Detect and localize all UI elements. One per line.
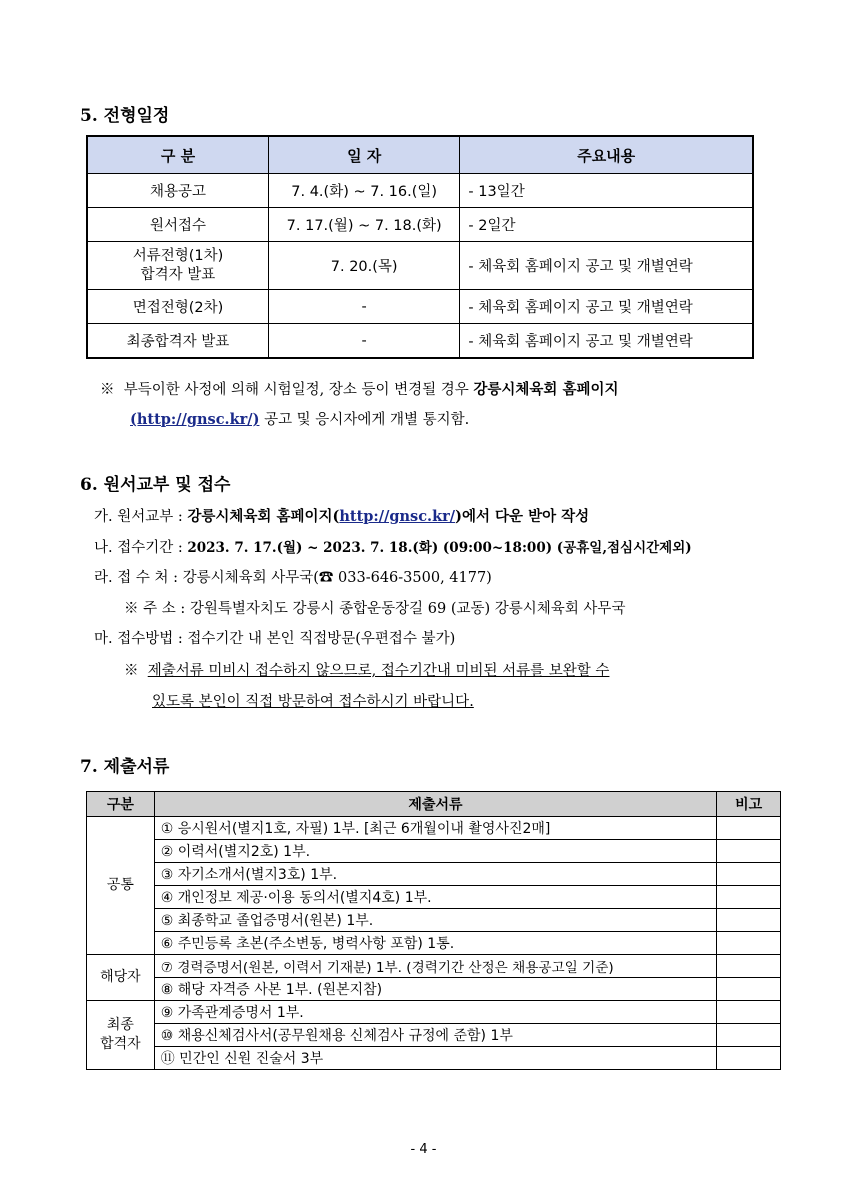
schedule-date: - bbox=[268, 290, 459, 324]
document-item: ② 이력서(별지2호) 1부. bbox=[154, 840, 716, 863]
schedule-date: 7. 4.(화) ~ 7. 16.(일) bbox=[268, 174, 459, 208]
section5-title: 5. 전형일정 bbox=[80, 106, 170, 126]
note-text: 부득이한 사정에 의해 시험일정, 장소 등이 변경될 경우 bbox=[123, 382, 469, 398]
section7-title: 7. 제출서류 bbox=[80, 757, 170, 777]
table-row bbox=[87, 290, 753, 324]
schedule-stage: 원서접수 bbox=[87, 208, 268, 242]
schedule-content: - 체육회 홈페이지 공고 및 개별연락 bbox=[460, 242, 753, 290]
table-row bbox=[87, 208, 753, 242]
document-note bbox=[717, 932, 781, 955]
schedule-table bbox=[86, 135, 754, 359]
note-bold: 강릉시체육회 홈페이지 bbox=[473, 381, 619, 398]
schedule-content: - 체육회 홈페이지 공고 및 개별연락 bbox=[460, 324, 753, 359]
address-label: ※ 주 소 : bbox=[124, 601, 186, 617]
na-label: 나. 접수기간 : bbox=[94, 540, 183, 556]
documents-header-group: 구분 bbox=[87, 792, 155, 817]
ga-label: 가. 원서교부 : bbox=[94, 509, 183, 525]
schedule-note-line1 bbox=[100, 378, 618, 399]
ma-label: 마. 접수방법 : bbox=[94, 631, 183, 647]
document-note bbox=[717, 978, 781, 1001]
warning-line1 bbox=[124, 659, 609, 680]
warning-text-line2: 있도록 본인이 직접 방문하여 접수하시기 바랍니다. bbox=[152, 694, 474, 710]
page-number: - 4 - bbox=[410, 1142, 437, 1157]
table-row bbox=[87, 909, 781, 932]
schedule-header-stage: 구 분 bbox=[87, 136, 268, 174]
document-note bbox=[717, 1001, 781, 1024]
document-item: ③ 자기소개서(별지3호) 1부. bbox=[154, 863, 716, 886]
ma-line bbox=[94, 627, 455, 648]
document-note bbox=[717, 955, 781, 978]
document-item: ⑪ 민간인 신원 진술서 3부 bbox=[154, 1047, 716, 1070]
ma-value: 접수기간 내 본인 직접방문(우편접수 불가) bbox=[187, 631, 456, 647]
table-row bbox=[87, 324, 753, 359]
ra-line bbox=[94, 566, 492, 587]
table-row bbox=[87, 978, 781, 1001]
schedule-date: 7. 17.(월) ~ 7. 18.(화) bbox=[268, 208, 459, 242]
document-note bbox=[717, 1047, 781, 1070]
document-item: ⑩ 채용신체검사서(공무원채용 신체검사 규정에 준함) 1부 bbox=[154, 1024, 716, 1047]
table-row bbox=[87, 955, 781, 978]
document-item: ⑧ 해당 자격증 사본 1부. (원본지참) bbox=[154, 978, 716, 1001]
section6-title: 6. 원서교부 및 접수 bbox=[80, 475, 231, 495]
group-applicable: 해당자 bbox=[87, 955, 155, 1001]
schedule-stage: 채용공고 bbox=[87, 174, 268, 208]
document-note bbox=[717, 840, 781, 863]
note-mark: ※ bbox=[100, 382, 115, 398]
group-common: 공통 bbox=[87, 817, 155, 955]
ga-line bbox=[94, 505, 589, 526]
address-line bbox=[124, 597, 625, 618]
ra-label: 라. 접 수 처 : bbox=[94, 570, 178, 586]
na-line bbox=[94, 536, 692, 557]
ra-value: 강릉시체육회 사무국(☎ 033-646-3500, 4177) bbox=[182, 570, 492, 586]
documents-header-note: 비고 bbox=[717, 792, 781, 817]
documents-header-row bbox=[87, 792, 781, 817]
schedule-stage: 면접전형(2차) bbox=[87, 290, 268, 324]
table-row bbox=[87, 1024, 781, 1047]
document-item: ⑤ 최종학교 졸업증명서(원본) 1부. bbox=[154, 909, 716, 932]
document-note bbox=[717, 886, 781, 909]
schedule-header-row bbox=[87, 136, 753, 174]
schedule-content: - 2일간 bbox=[460, 208, 753, 242]
table-row bbox=[87, 174, 753, 208]
group-final-line2: 합격자 bbox=[100, 1036, 141, 1052]
note-tail: 공고 및 응시자에게 개별 통지함. bbox=[264, 412, 470, 428]
ga-tail: )에서 다운 받아 작성 bbox=[455, 508, 590, 525]
schedule-date: - bbox=[268, 324, 459, 359]
table-row bbox=[87, 817, 781, 840]
documents-header-docs: 제출서류 bbox=[154, 792, 716, 817]
ga-bold: 강릉시체육회 홈페이지( bbox=[187, 508, 340, 525]
table-row bbox=[87, 886, 781, 909]
schedule-content: - 13일간 bbox=[460, 174, 753, 208]
document-item: ④ 개인정보 제공·이용 동의서(별지4호) 1부. bbox=[154, 886, 716, 909]
group-final-line1: 최종 bbox=[106, 1017, 134, 1033]
na-value: 2023. 7. 17.(월) ~ 2023. 7. 18.(화) (09:00~18:00) (공휴일,점심시간제외) bbox=[187, 540, 692, 556]
document-item: ⑥ 주민등록 초본(주소변동, 병력사항 포함) 1통. bbox=[154, 932, 716, 955]
table-row bbox=[87, 1001, 781, 1024]
address-value: 강원특별자치도 강릉시 종합운동장길 69 (교동) 강릉시체육회 사무국 bbox=[189, 601, 626, 617]
table-row bbox=[87, 1047, 781, 1070]
table-row bbox=[87, 863, 781, 886]
ga-link[interactable]: http://gnsc.kr/ bbox=[339, 508, 456, 525]
group-final bbox=[87, 1001, 155, 1070]
schedule-stage: 최종합격자 발표 bbox=[87, 324, 268, 359]
table-row bbox=[87, 932, 781, 955]
warning-mark: ※ bbox=[124, 663, 139, 679]
schedule-stage bbox=[87, 242, 268, 290]
warning-text-line1: 제출서류 미비시 접수하지 않으므로, 접수기간내 미비된 서류를 보완할 수 bbox=[147, 663, 610, 679]
documents-table bbox=[86, 791, 781, 1070]
schedule-header-content: 주요내용 bbox=[460, 136, 753, 174]
schedule-header-date: 일 자 bbox=[268, 136, 459, 174]
schedule-note-line2 bbox=[130, 408, 469, 429]
note-link[interactable]: (http://gnsc.kr/) bbox=[130, 411, 260, 428]
document-item: ⑨ 가족관계증명서 1부. bbox=[154, 1001, 716, 1024]
document-note bbox=[717, 863, 781, 886]
schedule-stage-line2: 합격자 발표 bbox=[140, 266, 216, 283]
document-item: ① 응시원서(별지1호, 자필) 1부. [최근 6개월이내 촬영사진2매] bbox=[154, 817, 716, 840]
schedule-content: - 체육회 홈페이지 공고 및 개별연락 bbox=[460, 290, 753, 324]
table-row bbox=[87, 242, 753, 290]
document-note bbox=[717, 1024, 781, 1047]
warning-line2 bbox=[152, 690, 474, 711]
document-note bbox=[717, 909, 781, 932]
document-item: ⑦ 경력증명서(원본, 이력서 기재분) 1부. (경력기간 산정은 채용공고일 기준) bbox=[154, 955, 716, 978]
table-row bbox=[87, 840, 781, 863]
document-note bbox=[717, 817, 781, 840]
schedule-date: 7. 20.(목) bbox=[268, 242, 459, 290]
schedule-stage-line1: 서류전형(1차) bbox=[132, 247, 224, 264]
